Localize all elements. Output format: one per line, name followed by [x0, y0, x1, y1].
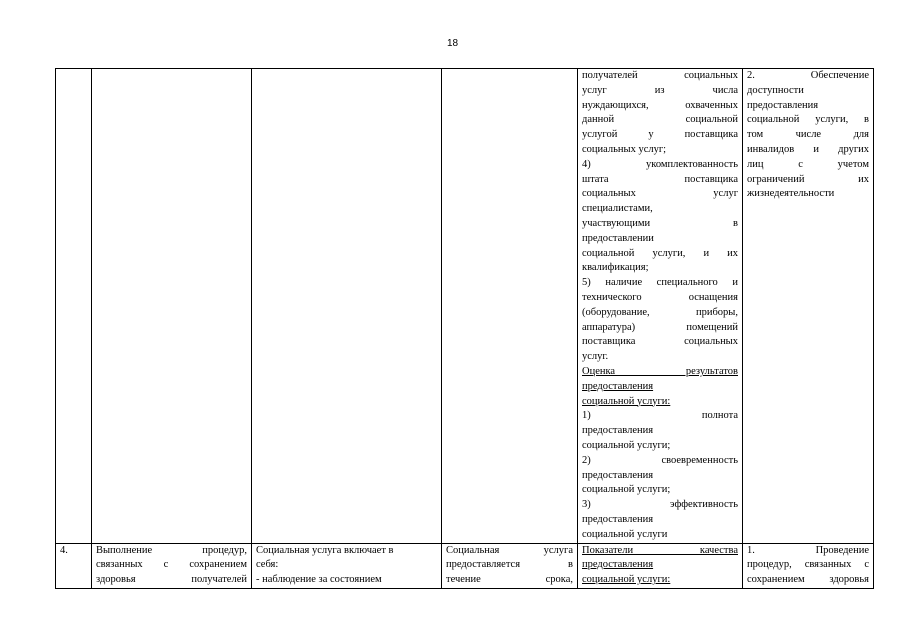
text-line: штата поставщика [582, 173, 738, 185]
text-line: Показатели качества [582, 544, 738, 556]
text-line: 4) укомплектованность [582, 158, 738, 170]
text-line: предоставления [582, 469, 654, 481]
cell-number [56, 69, 92, 544]
text-line: социальных услуг [582, 188, 738, 200]
cell-service-name [92, 69, 252, 544]
text-line: том числе для [747, 129, 869, 141]
text-line: социальной услуги: [582, 574, 671, 586]
text-line: квалификация; [582, 262, 649, 274]
text-line: социальной услуги [582, 528, 668, 540]
text-line: предоставлении [582, 232, 654, 244]
cell-quality-indicators [578, 543, 743, 588]
text-line: Социальная услуга [446, 544, 573, 556]
text-line: предоставления [582, 513, 654, 525]
text-line: течение срока, [446, 574, 573, 586]
table-row [56, 69, 874, 544]
text-line: услуг из числа [582, 84, 738, 96]
cell-service-description [252, 543, 442, 588]
text-line: социальных услуг; [582, 143, 667, 155]
cell-service-term [442, 543, 578, 588]
text-line: социальной услуги, в [747, 114, 869, 126]
text-line: социальной услуги; [582, 439, 671, 451]
text-line: получателей социальных [582, 70, 738, 81]
cell-quality-indicators [578, 69, 743, 544]
services-table [55, 68, 874, 589]
text-line: предоставления [582, 559, 654, 571]
text-line: себя: [256, 559, 279, 571]
text-line: предоставления [582, 425, 654, 437]
table-row [56, 543, 874, 588]
text-line: технического оснащения [582, 291, 738, 303]
text-line: услугой у поставщика [582, 129, 738, 141]
text-line: 2) своевременность [582, 454, 738, 466]
cell-conditions [743, 69, 874, 544]
page-number: 18 [446, 38, 459, 49]
text-line: специалистами, [582, 203, 653, 215]
text-line: социальной услуги: [582, 395, 671, 407]
text-line: социальной услуги, и их [582, 247, 738, 259]
text-line: связанных с сохранением [96, 559, 247, 571]
cell-service-term [442, 69, 578, 544]
text-line: инвалидов и других [747, 143, 869, 155]
text-line: предоставления [582, 380, 654, 392]
text-line: 5) наличие специального и [582, 277, 738, 289]
text-line: 3) эффективность [582, 499, 738, 511]
text-line: лиц с учетом [747, 158, 869, 170]
text-line: доступности [747, 84, 804, 96]
text-line: Социальная услуга включает в [256, 544, 394, 556]
text-line: участвующими в [582, 217, 738, 229]
text-line: процедур, связанных с [747, 559, 869, 571]
row-number: 4. [60, 544, 68, 556]
text-line: 2. Обеспечение [747, 70, 869, 81]
text-line: (оборудование, приборы, [582, 306, 738, 318]
text-line: поставщика социальных [582, 336, 738, 348]
cell-number [56, 543, 92, 588]
text-line: предоставления [747, 99, 819, 111]
text-line: социальной услуги; [582, 484, 671, 496]
text-line: ограничений их [747, 173, 869, 185]
text-line: - наблюдение за состоянием [256, 574, 382, 586]
cell-service-description [252, 69, 442, 544]
text-line: здоровья получателей [96, 574, 247, 586]
cell-conditions [743, 543, 874, 588]
text-line: аппаратура) помещений [582, 321, 738, 333]
text-line: данной социальной [582, 114, 738, 126]
text-line: 1) полнота [582, 410, 738, 422]
text-line: предоставляется в [446, 559, 573, 571]
text-line: сохранением здоровья [747, 574, 869, 586]
cell-service-name [92, 543, 252, 588]
text-line: жизнедеятельности [747, 188, 835, 200]
text-line: услуг. [582, 351, 609, 363]
text-line: 1. Проведение [747, 544, 869, 556]
text-line: Оценка результатов [582, 365, 738, 377]
text-line: Выполнение процедур, [96, 544, 247, 556]
text-line: нуждающихся, охваченных [582, 99, 738, 111]
